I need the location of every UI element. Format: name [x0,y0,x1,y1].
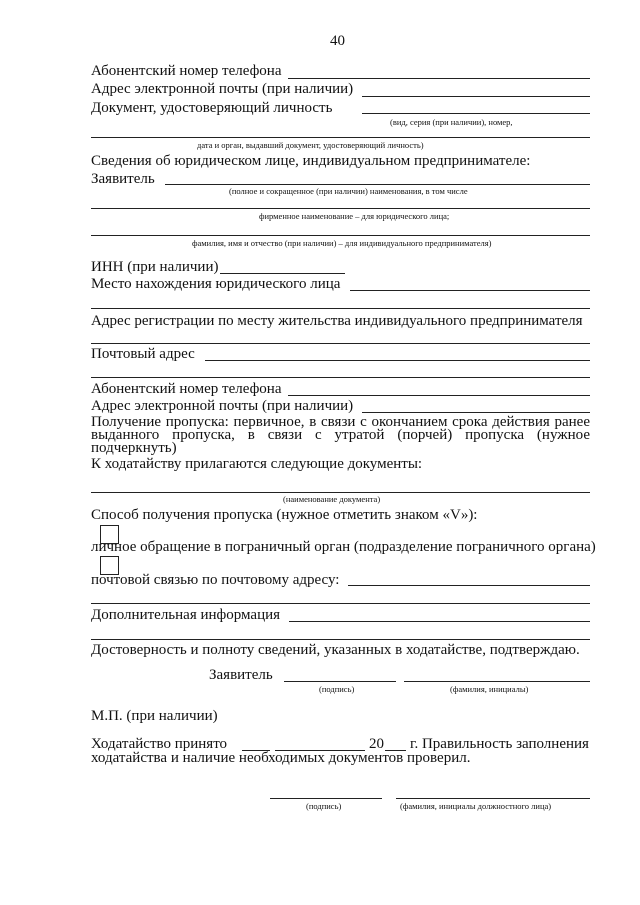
postal-field-line[interactable] [205,360,590,361]
inn-field-line[interactable] [220,273,345,274]
name-initials-hint: (фамилия, инициалы) [450,684,529,694]
option-mail-label: почтовой связью по почтовому адресу: [91,572,340,588]
location-field-line[interactable] [350,290,590,291]
applicant-field-line-3[interactable] [91,235,590,236]
official-hint: (фамилия, инициалы должностного лица) [400,801,552,811]
applicant-signature-line[interactable] [284,681,396,682]
mail-address-field-line-2[interactable] [91,603,590,604]
email-label: Адрес электронной почты (при наличии) [91,81,354,97]
inn-label: ИНН (при наличии) [91,259,219,275]
id-doc-field-line-2[interactable] [91,137,590,138]
accepted-year: 20 [369,736,384,752]
id-doc-hint-1: (вид, серия (при наличии), номер, [390,117,513,127]
email2-label: Адрес электронной почты (при наличии) [91,398,354,414]
attached-docs-label: К ходатайству прилагаются следующие документы: [91,456,423,472]
applicant-sign-label: Заявитель [209,667,273,683]
postal-label: Почтовый адрес [91,346,195,362]
applicant-label: Заявитель [91,171,155,187]
applicant-hint-2: фирменное наименование – для юридического лица; [259,211,450,221]
attached-docs-field-line[interactable] [91,492,590,493]
method-label: Способ получения пропуска (нужное отметить знаком «V»): [91,507,478,523]
location-field-line-2[interactable] [91,308,590,309]
official-signature-line[interactable] [270,798,382,799]
applicant-field-line-2[interactable] [91,208,590,209]
applicant-name-line[interactable] [404,681,590,682]
phone2-label: Абонентский номер телефона [91,381,282,397]
page-number: 40 [330,33,345,49]
official-name-line[interactable] [396,798,590,799]
doc-name-hint: (наименование документа) [283,494,381,504]
stamp-label: М.П. (при наличии) [91,708,218,724]
signature-hint-2: (подпись) [306,801,342,811]
registration-field-line[interactable] [91,343,590,344]
applicant-hint-3: фамилия, имя и отчество (при наличии) – для индивидуального предпринимателя) [192,238,492,248]
additional-field-line[interactable] [289,621,590,622]
accepted-suffix: г. Правильность заполнения [410,736,589,752]
signature-hint: (подпись) [319,684,355,694]
id-doc-field-line[interactable] [362,113,590,114]
id-doc-label: Документ, удостоверяющий личность [91,100,333,116]
additional-label: Дополнительная информация [91,607,281,623]
additional-field-line-2[interactable] [91,639,590,640]
location-label: Место нахождения юридического лица [91,276,341,292]
confirm-text: Достоверность и полноту сведений, указанных в ходатайстве, подтверждаю. [91,642,580,658]
accepted-line2: ходатайства и наличие необходимых документов проверил. [91,750,471,766]
phone2-field-line[interactable] [288,395,590,396]
mail-address-field-line[interactable] [348,585,590,586]
postal-field-line-2[interactable] [91,377,590,378]
pass-receipt-text: Получение пропуска: первичное, в связи с окончанием срока действия ранее выданного пропуска, в связи с утратой (порчей) пропуска (нужное подчеркнуть) [91,414,590,456]
accepted-prefix: Ходатайство принято [91,736,228,752]
email-field-line[interactable] [362,96,590,97]
id-doc-hint-2: дата и орган, выдавший документ, удостоверяющий личность) [197,140,424,150]
phone-label: Абонентский номер телефона [91,63,282,79]
applicant-hint-1: (полное и сокращенное (при наличии) наименования, в том числе [229,186,468,196]
option-personal-label: личное обращение в пограничный орган (подразделение пограничного органа) [91,539,596,555]
applicant-field-line[interactable] [165,184,590,185]
legal-info-label: Сведения об юридическом лице, индивидуальном предпринимателе: [91,153,531,169]
email2-field-line[interactable] [362,412,590,413]
phone-field-line[interactable] [288,78,590,79]
registration-label: Адрес регистрации по месту жительства индивидуального предпринимателя [91,313,583,329]
